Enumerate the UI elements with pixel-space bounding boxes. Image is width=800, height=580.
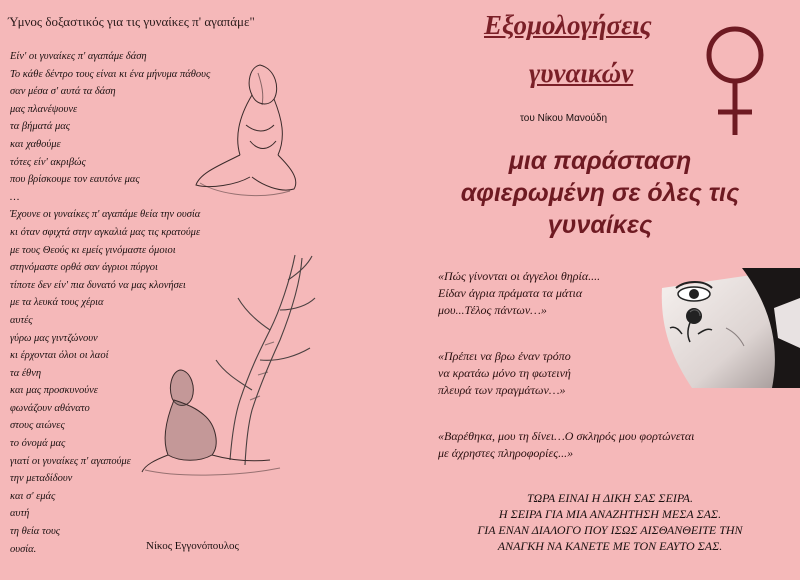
main-title-line2: γυναικών	[529, 58, 634, 88]
quote-line: «Βαρέθηκα, μου τη δίνει…Ο σκληρός μου φορτώνεται	[438, 429, 695, 443]
sketch-tree-woman	[140, 250, 320, 480]
headline-line: αφιερωμένη σε όλες τις	[460, 179, 740, 207]
poem-line: …	[10, 191, 20, 203]
poem-line: με τους Θεούς κι εμείς γινόμαστε όμοιοι	[10, 244, 176, 256]
sketch-seated-woman-top	[190, 55, 310, 205]
poem-line: Είν' οι γυναίκες π' αγαπάμε δάση	[10, 51, 147, 62]
woman-face-photo	[652, 268, 800, 388]
poem-line: σαν μέσα σ' αυτά τα δάση	[10, 86, 116, 98]
quote-line: πλευρά των πραγμάτων…»	[438, 383, 566, 397]
quote-line: μου...Τέλος πάντων…»	[438, 303, 547, 317]
poem-line: μας πλανέψουνε	[10, 103, 78, 115]
quote-line: με άχρηστες πληροφορίες...»	[438, 446, 574, 460]
quote-line: Είδαν άγρια πράματα τα μάτια	[438, 286, 583, 300]
headline-line: μια παράσταση	[508, 147, 692, 175]
quote-line: «Πώς γίνονται οι άγγελοι θηρία....	[438, 269, 601, 283]
quote-3	[438, 428, 694, 462]
quote-1	[438, 268, 600, 319]
poem-line: τη θεία τους	[10, 526, 61, 538]
poem-line: κι όταν σφιχτά στην αγκαλιά μας τις κρατούμε	[10, 226, 201, 238]
poem-line: τότες είν' ακριβώς	[10, 156, 86, 168]
closing-text	[420, 490, 800, 554]
poem-line: Έχουνε οι γυναίκες π' αγαπάμε θεία την ουσία	[10, 209, 201, 221]
poem-line: στηνόμαστε ορθά σαν άγριοι πύργοι	[10, 262, 158, 274]
poem-line: και χαθούμε	[10, 138, 61, 150]
poem-line: Το κάθε δέντρο τους είναι κι ένα μήνυμα πάθους	[10, 68, 211, 80]
poem-line: τα βήματά μας	[10, 121, 71, 133]
venus-symbol-icon	[700, 20, 770, 140]
poem-line: τα έθνη	[10, 367, 42, 379]
poem-title: Ύμνος δοξαστικός για τις γυναίκες π' αγαπάμε"	[8, 14, 255, 29]
quote-2	[438, 348, 571, 399]
poem-line: στους αιώνες	[10, 420, 65, 432]
poem-line: αυτή	[10, 508, 30, 520]
closing-line: ΤΩΡΑ ΕΙΝΑΙ Η ΔΙΚΗ ΣΑΣ ΣΕΙΡΑ.	[526, 491, 694, 505]
closing-line: Η ΣΕΙΡΑ ΓΙΑ ΜΙΑ ΑΝΑΖΗΤΗΣΗ ΜΕΣΑ ΣΑΣ.	[498, 507, 722, 521]
quote-line: να κρατάω μόνο τη φωτεινή	[438, 366, 571, 380]
poem-line: το όνομά μας	[10, 438, 66, 450]
poem-line: κι έρχονται όλοι οι λαοί	[10, 350, 109, 362]
closing-line: ΑΝΑΓΚΗ ΝΑ ΚΑΝΕΤΕ ΜΕ ΤΟΝ ΕΑΥΤΟ ΣΑΣ.	[497, 539, 723, 553]
poem-line: τίποτε δεν είν' πια δυνατό να μας κλονήσει	[10, 279, 186, 291]
poem-line: που βρίσκουμε τον εαυτόνε μας	[10, 174, 140, 186]
headline	[455, 145, 745, 241]
poem-line: ουσία.	[10, 543, 37, 555]
poem-line: την μεταδίδουν	[10, 473, 73, 485]
poem-line: γύρω μας γιντζώνουν	[10, 332, 98, 344]
quote-line: «Πρέπει να βρω έναν τρόπο	[438, 349, 571, 363]
poem-line: αυτές	[10, 314, 33, 326]
main-title-line1: Εξομολογήσεις	[484, 10, 652, 40]
poem-line: γιατί οι γυναίκες π' αγαπούμε	[10, 455, 131, 467]
byline: του Νίκου Μανούδη	[520, 113, 608, 124]
poem-line: με τα λευκά τους χέρια	[10, 297, 104, 309]
poem-author: Νίκος Εγγονόπουλος	[146, 540, 239, 552]
headline-line: γυναίκες	[547, 211, 653, 239]
poem-line: φωνάζουν αθάνατο	[10, 402, 90, 414]
poem-line: και μας προσκυνούνε	[10, 385, 98, 397]
closing-line: ΓΙΑ ΕΝΑΝ ΔΙΑΛΟΓΟ ΠΟΥ ΙΣΩΣ ΑΙΣΘΑΝΘΕΙΤΕ ΤΗΝ	[477, 523, 743, 537]
poem-line: και σ' εμάς	[10, 490, 56, 502]
